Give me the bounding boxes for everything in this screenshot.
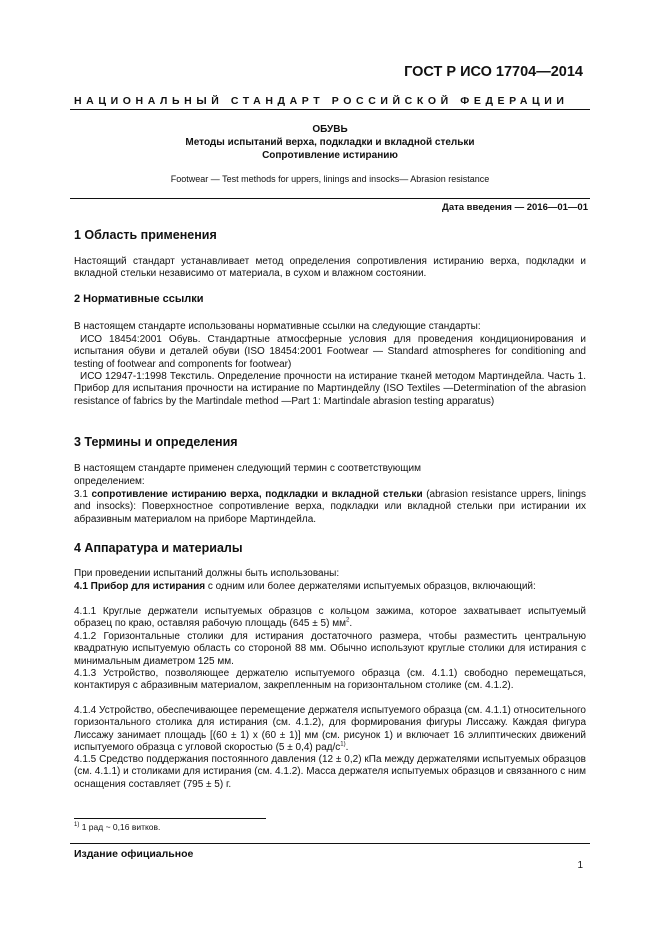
title-rule [70,198,590,199]
section-2-heading: 2 Нормативные ссылки [74,293,204,305]
item-4-1 [74,581,586,593]
item-4-1-title: 4.1 Прибор для истирания [74,581,206,592]
section-1-heading: 1 Область применения [74,228,217,242]
title-english: Footwear — Test methods for uppers, linings and insocks— Abrasion resistance [170,174,490,184]
term-3-1 [74,489,586,526]
footnote-mark: 1) [74,822,80,829]
section-3-intro-a: В настоящем стандарте применен следующий термин с соответствующим [74,463,421,474]
title-line-3: Сопротивление истиранию [262,150,398,161]
item-4-1-1 [74,606,586,631]
term-definition: (abrasion resistance uppers, linings and insocks): Поверхностное сопротивление верха, подкладки или вкладной стельки при истирании их абразивным материалом на приборе Мартиндейла. [74,489,586,525]
section-1-text: Настоящий стандарт устанавливает метод определения сопротивления истиранию верха, подкладки и вкладной стельки независимо от материала, в сухом и влажном состоянии. [74,256,586,280]
section-1-paragraph [74,256,586,281]
page-number: 1 [577,860,583,871]
footer-rule [70,843,590,844]
footnote-text: 1 рад ~ 0,16 витков. [81,822,161,832]
national-standard-banner: НАЦИОНАЛЬНЫЙ СТАНДАРТ РОССИЙСКОЙ ФЕДЕРАЦИИ [74,95,569,107]
item-4-1-3: 4.1.3 Устройство, позволяющее держателю испытуемого образца (см. 4.1.1) свободно перемещаться, контактируя с абразивным материалом, закрепленным на горизонтальном столике (см. 4.1.2). [74,668,586,692]
section-2-intro: В настоящем стандарте использованы нормативные ссылки на следующие стандарты: [74,321,481,332]
reference-iso-18454: ИСО 18454:2001 Обувь. Стандартные атмосферные условия для проведения кондиционирования и испытания обуви и деталей обуви (ISO 18454:2001 Footwear — Standard atmospheres for conditioning and testing of footwear and components for footwear) [74,334,586,370]
section-4-intro: При проведении испытаний должны быть использованы: [74,568,340,579]
title-block [70,123,590,162]
term-name: сопротивление истиранию верха, подкладки и вкладной стельки [91,489,423,500]
item-4-1-1-text: 4.1.1 Круглые держатели испытуемых образцов с кольцом зажима, которое захватывает испытуемый образец по краю, оставляя рабочую площадь (645 ± 5) мм [74,606,586,630]
item-4-1-4-end: . [345,741,349,753]
item-4-1-5: 4.1.5 Средство поддержания постоянного давления (12 ± 0,2) кПа между держателями испытуемых образцов (см. 4.1.1) и столиками для истирания (см. 4.1.2). Масса держателя испытуемых образцов и связанного с ним оснащения составляет (795 ± 5) г. [74,754,586,790]
item-4-1-2: 4.1.2 Горизонтальные столики для истирания достаточного размера, чтобы разместить центральную квадратную испытуемую область со стороной 88 мм. Обычно используют круглые столики для истирания с минимальным диаметром 125 мм. [74,631,586,667]
footnote-reference: 1) [340,741,346,748]
introduction-date: Дата введения — 2016—01—01 [442,202,588,213]
footnote [74,822,160,832]
title-main: ОБУВЬ [312,124,348,135]
edition-label: Издание официальное [74,848,194,860]
item-4-1-4-text: 4.1.4 Устройство, обеспечивающее перемещение держателя испытуемого образца (см. 4.1.1) относительного горизонтального столика для истирания (см. 4.1.2), для формирования фигуры Лиссажу. Каждая фигура Лиссажу занимает площадь [(60 ± 1) х (60 ± 1)] мм (см. рисунок 1) и включает 16 эллиптических движений испытуемого образца с угловой скоростью (5 ± 0,4) рад/с [74,705,586,753]
section-4-heading: 4 Аппаратура и материалы [74,541,243,555]
section-3-intro-b: определением: [74,476,145,487]
section-3-heading: 3 Термины и определения [74,435,238,449]
standard-code: ГОСТ Р ИСО 17704—2014 [404,64,583,80]
term-number: 3.1 [74,489,88,500]
footnote-rule [74,818,266,819]
top-rule [70,109,590,110]
title-line-2: Методы испытаний верха, подкладки и вкладной стельки [185,137,475,148]
item-4-1-4 [74,705,586,754]
item-4-1-1-end: . [349,618,353,630]
item-4-1-text: с одним или более держателями испытуемых образцов, включающий: [207,581,536,592]
reference-iso-12947: ИСО 12947-1:1998 Текстиль. Определение прочности на истирание тканей методом Мартиндейла. Часть 1. Прибор для испытания прочности на истирание по Мартиндейлу (ISO Textiles —Determination of the abrasion resistance of fabrics by the Martindale method —Part 1: Martindale abrasion testing apparatus) [74,371,586,407]
area-unit-superscript: 2 [345,617,350,624]
